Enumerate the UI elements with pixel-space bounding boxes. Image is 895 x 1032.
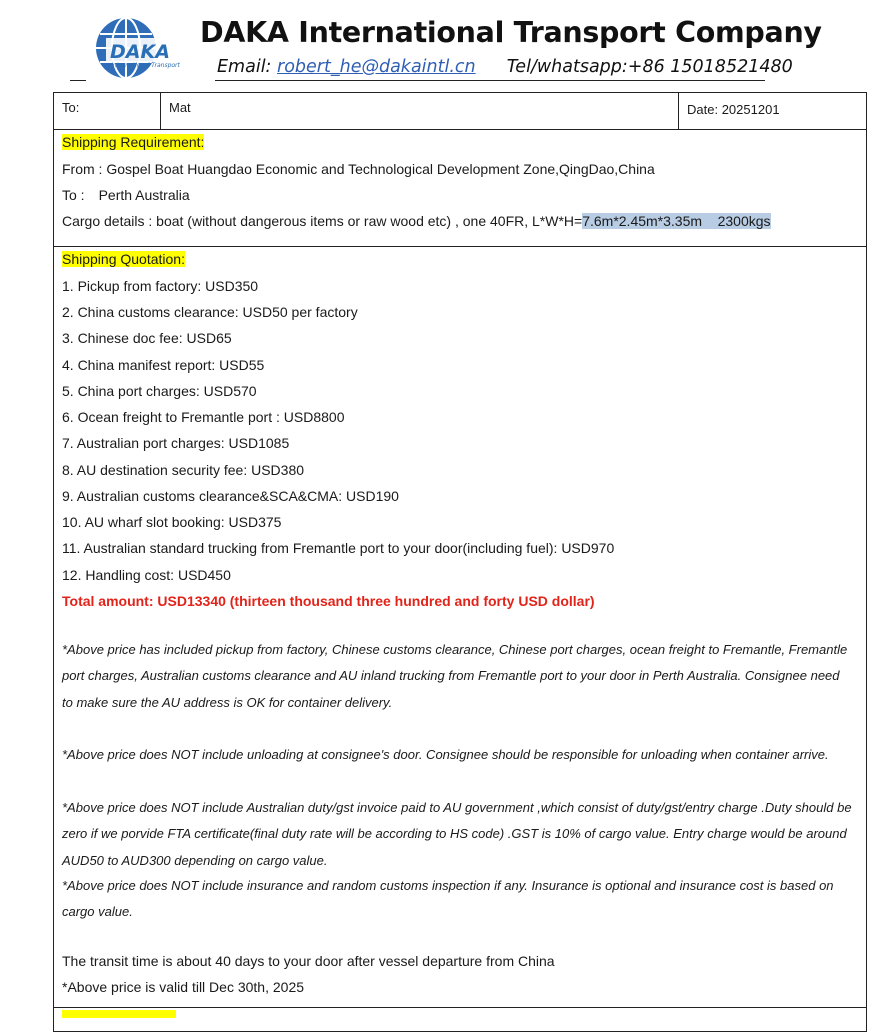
quote-item: 2. China customs clearance: USD50 per factory	[62, 304, 358, 320]
recipient-row	[54, 93, 866, 130]
cargo-dimensions-selection[interactable]: 7.6m*2.45m*3.35m 2300kgs	[582, 213, 771, 229]
date-label: Date:	[687, 102, 719, 117]
next-section-heading-highlight	[62, 1010, 176, 1018]
cargo-details-label: Cargo details : boat (without dangerous items or raw wood etc) , one 40FR, L*W*H=	[62, 213, 583, 229]
shipping-requirement-section	[54, 130, 866, 247]
shipping-requirement-heading: Shipping Requirement:	[62, 134, 205, 150]
quote-item: 9. Australian customs clearance&SCA&CMA: USD190	[62, 488, 399, 504]
to-value: Mat	[160, 93, 735, 129]
header-divider	[70, 80, 86, 81]
date-value: 20251201	[721, 102, 780, 117]
quote-item: 12. Handling cost: USD450	[62, 567, 231, 583]
quote-item: 8. AU destination security fee: USD380	[62, 462, 305, 478]
transit-time: The transit time is about 40 days to your door after vessel departure from China	[62, 953, 555, 969]
quote-item: 1. Pickup from factory: USD350	[62, 278, 259, 294]
note-included: *Above price has included pickup from factory, Chinese customs clearance, Chinese port charges, ocean freight to Fremantle, Fremantle port charges, Australian customs clearance and AU inland trucking from Fremantle port to your door in Perth Australia. Consignee need to make sure the AU address is OK for container delivery.	[62, 642, 848, 710]
quote-item: 5. China port charges: USD570	[62, 383, 257, 399]
quotation-document	[53, 92, 867, 1032]
total-amount: Total amount: USD13340 (thirteen thousand three hundred and forty USD dollar)	[62, 593, 595, 609]
to-label: To:	[62, 100, 80, 115]
note-unloading: *Above price does NOT include unloading at consignee's door. Consignee should be responsible for unloading when container arrive.	[62, 747, 829, 762]
destination-label: To :	[62, 187, 85, 203]
price-validity: *Above price is valid till Dec 30th, 2025	[62, 979, 305, 995]
quote-item: 7. Australian port charges: USD1085	[62, 435, 290, 451]
date-cell	[678, 93, 866, 129]
header-divider	[215, 80, 765, 81]
logo-subtext: International Transport	[111, 62, 180, 69]
email-link[interactable]: robert_he@dakaintl.cn	[277, 57, 476, 77]
quote-item: 10. AU wharf slot booking: USD375	[62, 514, 282, 530]
logo-text: DAKA	[110, 41, 170, 63]
daka-globe-logo-icon	[86, 14, 190, 84]
email-label: Email:	[217, 57, 272, 77]
cargo-details-line	[62, 213, 771, 229]
contact-line	[217, 57, 793, 77]
origin-line: From : Gospel Boat Huangdao Economic and Technological Development Zone,QingDao,China	[62, 161, 655, 177]
letterhead	[0, 0, 895, 88]
phone-label: Tel/whatsapp:+86 15018521480	[506, 57, 793, 77]
quote-item: 3. Chinese doc fee: USD65	[62, 330, 232, 346]
quote-item: 4. China manifest report: USD55	[62, 357, 265, 373]
note-duty: *Above price does NOT include Australian duty/gst invoice paid to AU government ,which consist of duty/gst/entry charge .Duty should be zero if we porvide FTA certificate(final duty rate will be according to HS code) .GST is 10% of cargo value. Entry charge would be around AUD50 to AUD300 depending on cargo value.	[62, 800, 852, 868]
destination-line	[62, 187, 190, 203]
quote-item: 11. Australian standard trucking from Fremantle port to your door(including fuel): USD970	[62, 540, 615, 556]
shipping-quotation-heading: Shipping Quotation:	[62, 251, 185, 267]
destination-value: Perth Australia	[98, 187, 190, 203]
note-insurance: *Above price does NOT include insurance and random customs inspection if any. Insurance is optional and insurance cost is based on cargo value.	[62, 878, 834, 920]
quote-item: 6. Ocean freight to Fremantle port : USD8800	[62, 409, 345, 425]
company-name: DAKA International Transport Company	[200, 16, 822, 49]
shipping-quotation-section	[54, 247, 866, 1008]
